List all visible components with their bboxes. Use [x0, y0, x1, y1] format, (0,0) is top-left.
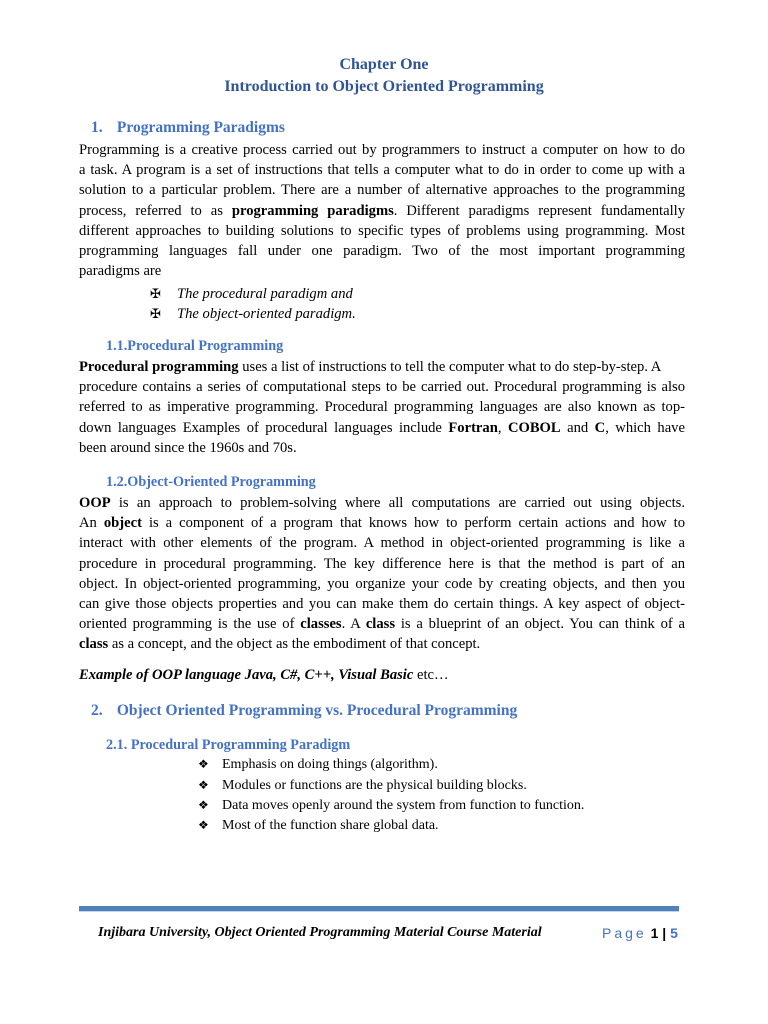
list-item: ✠ The procedural paradigm and	[150, 286, 353, 302]
section-1-heading	[91, 119, 285, 137]
footer-course-title: Injibara University, Object Oriented Programming Material Course Material	[98, 925, 542, 940]
text-line: Procedural programming uses a list of instructions to tell the computer what to do step-by-step. A	[79, 359, 662, 375]
text-line: solution to a particular problem. There are a number of alternative approaches to the programming	[79, 182, 685, 199]
text-line: programming languages fall under one paradigm. Two of the most important programming	[79, 242, 685, 259]
section-2-heading	[91, 702, 517, 720]
text-line: been around since the 1960s and 70s.	[79, 439, 297, 456]
list-item: ❖ Modules or functions are the physical building blocks.	[198, 778, 527, 793]
section-1-number: 1.	[91, 119, 103, 136]
text-line: procedure contains a series of computational steps to be carried out. Procedural programming is also	[79, 379, 685, 396]
text-line: An object is a component of a program that knows how to perform certain actions and how to	[79, 515, 685, 532]
text-line: down languages Examples of procedural languages include Fortran, COBOL and C, which have	[79, 419, 685, 436]
list-item: ❖ Data moves openly around the system from function to function.	[198, 798, 585, 813]
list-item: ❖ Most of the function share global data.	[198, 818, 439, 833]
footer-divider	[79, 906, 679, 911]
text-line: a task. A program is a set of instructions that tells a computer what to do in order to come up with a	[79, 162, 685, 179]
term-programming-paradigms: programming paradigms	[231, 202, 394, 219]
section-1-1-paragraph	[79, 357, 685, 458]
diamond-bullet-icon: ❖	[198, 818, 209, 832]
section-2-number: 2.	[91, 702, 103, 719]
oop-language-example: Example of OOP language Java, C#, C++, Visual Basic etc…	[79, 667, 449, 683]
section-2-title: Object Oriented Programming vs. Procedural Programming	[116, 702, 518, 719]
text-line: process, referred to as programming paradigms. Different paradigms represent fundamentally	[79, 202, 685, 219]
diamond-bullet-icon: ❖	[198, 798, 209, 812]
section-1-2-heading: 1.2.Object-Oriented Programming	[106, 474, 316, 490]
cross-bullet-icon: ✠	[150, 306, 161, 321]
text-line: referred to as imperative programming. Procedural programming languages are also known as top-	[79, 399, 685, 416]
section-1-paragraph	[79, 140, 685, 281]
cross-bullet-icon: ✠	[150, 286, 161, 301]
text-line: different approaches to building solutions to specific types of problems using programming. Most	[79, 222, 685, 239]
list-item: ✠ The object-oriented paradigm.	[150, 306, 356, 322]
section-1-title: Programming Paradigms	[116, 119, 285, 136]
list-item: ❖ Emphasis on doing things (algorithm).	[198, 757, 438, 772]
diamond-bullet-icon: ❖	[198, 757, 209, 771]
section-1-2-paragraph	[79, 493, 685, 655]
text-line: can give those objects properties and you can make them do certain things. A key aspect of object-	[79, 595, 685, 612]
text-line: Programming is a creative process carried out by programmers to instruct a computer on how to do	[79, 142, 685, 158]
text-line: paradigms are	[79, 263, 162, 280]
text-line: object. In object-oriented programming, you organize your code by creating objects, and then you	[79, 575, 685, 592]
chapter-title: Chapter One	[339, 56, 429, 73]
page-number: Page 1 | 5	[602, 925, 678, 941]
text-line: procedure in procedural programming. The key difference here is that the method is part of an	[79, 555, 685, 572]
chapter-subtitle: Introduction to Object Oriented Programming	[224, 78, 544, 95]
text-line: class as a concept, and the object as the embodiment of that concept.	[79, 636, 481, 653]
diamond-bullet-icon: ❖	[198, 778, 209, 792]
text-line: oriented programming is the use of classes. A class is a blueprint of an object. You can think of a	[79, 616, 686, 633]
section-2-1-heading: 2.1. Procedural Programming Paradigm	[106, 737, 351, 753]
section-1-1-heading: 1.1.Procedural Programming	[106, 338, 284, 354]
text-line: interact with other elements of the program. A method in object-oriented programming is like a	[79, 535, 685, 552]
text-line: OOP is an approach to problem-solving where all computations are carried out using objects.	[79, 495, 685, 511]
